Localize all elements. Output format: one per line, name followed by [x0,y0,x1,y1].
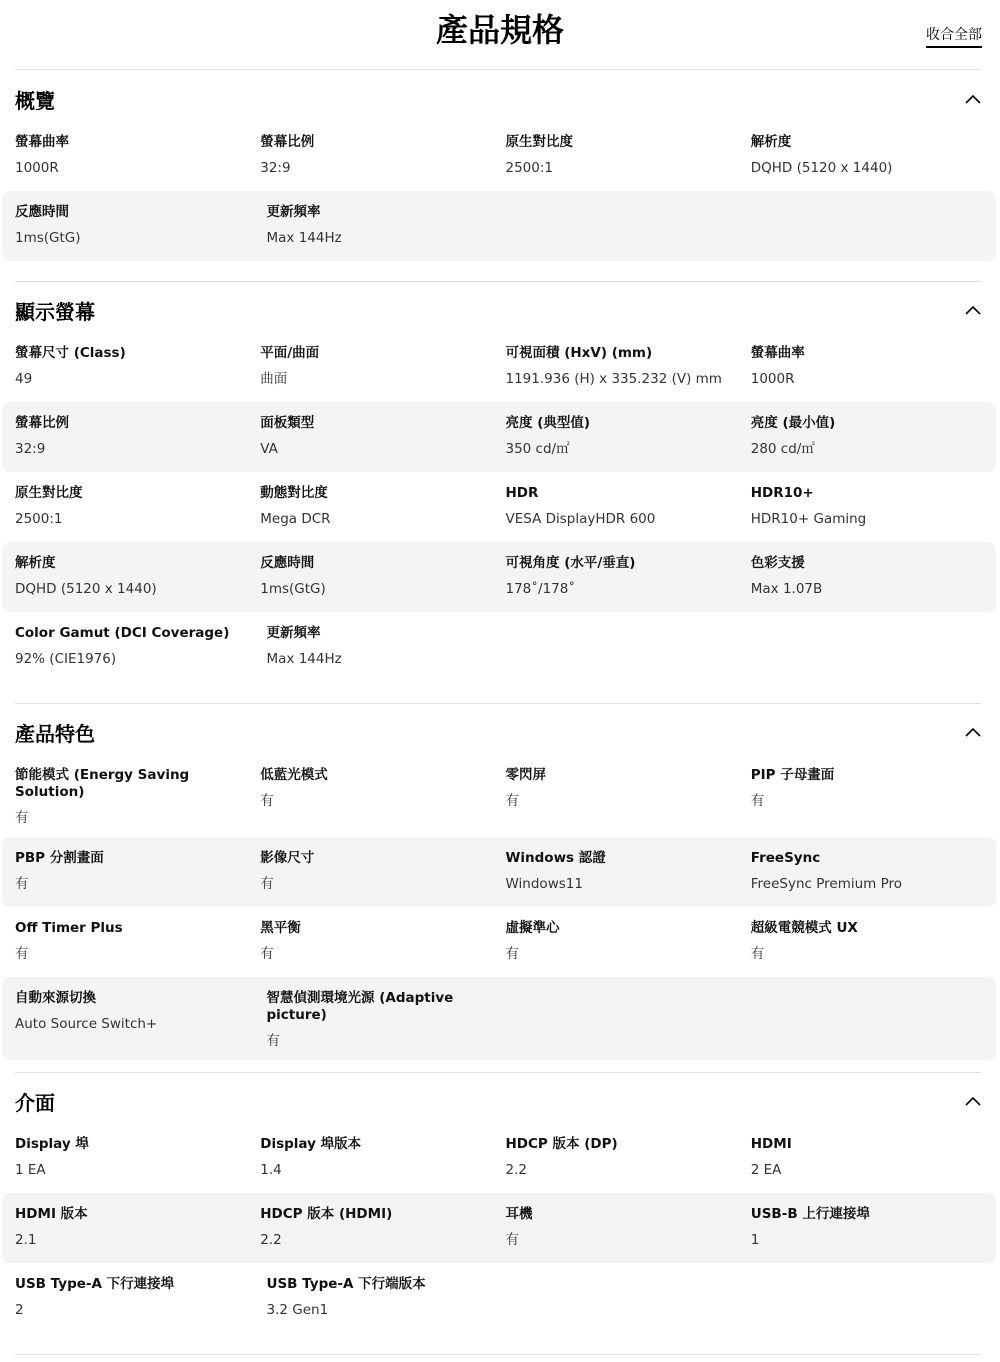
spec-row [2,191,996,261]
spec-label: 節能模式 (Energy Saving Solution) [15,767,190,800]
spec-item-aspect-ratio [260,134,505,181]
spec-label: 原生對比度 [15,485,83,501]
spec-item-usb-a-downstream [15,1276,267,1323]
section-display [0,296,1000,682]
spec-item-curvature [15,134,260,181]
spec-value: 280 cd/㎡ [750,441,815,457]
spec-item-headphone [506,1206,751,1253]
spec-item-displayport-version [260,1136,505,1183]
section-divider [15,703,981,704]
spec-item-hdcp-hdmi [260,1206,505,1253]
spec-item-dynamic-contrast [260,485,505,532]
spec-row [2,907,996,977]
spec-row [2,542,996,612]
section-divider [15,1072,981,1073]
spec-value: Max 144Hz [266,230,342,246]
spec-value: 2 [15,1302,24,1318]
chevron-up-icon[interactable] [965,1095,981,1107]
spec-item-viewing-angle [506,555,751,602]
spec-label: 零閃屏 [505,767,546,783]
section-divider [15,281,981,282]
spec-label: 自動來源切換 [15,990,96,1006]
spec-item-brightness-typical [506,415,751,462]
spec-label: 螢幕曲率 [750,345,805,361]
spec-value: Max 1.07B [750,581,823,597]
spec-value: 92% (CIE1976) [15,651,117,667]
spec-value: 有 [266,1033,280,1049]
spec-label: HDR10+ [750,485,814,501]
spec-item-screen-size [15,345,260,392]
spec-item-pip [751,767,996,827]
spec-value: 49 [15,371,33,387]
spec-item-contrast [506,134,751,181]
spec-value: 1.4 [260,1162,282,1178]
spec-value: Max 144Hz [266,651,342,667]
spec-item-aspect-ratio [15,415,260,462]
spec-value: 1191.936 (H) x 335.232 (V) mm [505,371,722,387]
chevron-up-icon[interactable] [965,726,981,738]
spec-label: 動態對比度 [260,485,328,501]
spec-item-freesync [751,850,996,897]
spec-label: Display 埠版本 [260,1136,362,1152]
section-title: 產品特色 [15,722,95,746]
spec-row [2,1123,996,1193]
spec-value: 2500:1 [15,511,63,527]
spec-label: 反應時間 [260,555,315,571]
spec-value: 32:9 [15,441,46,457]
spec-label: HDMI 版本 [15,1206,88,1222]
spec-item-black-equalizer [260,920,505,967]
top-divider [15,69,981,70]
spec-item-resolution [15,555,260,602]
spec-label: 更新頻率 [266,625,321,641]
spec-value: 2 EA [750,1162,782,1178]
spec-value: 178˚/178˚ [505,581,576,597]
spec-value: 有 [15,946,29,962]
spec-row [2,612,996,682]
spec-item-virtual-aim [506,920,751,967]
spec-label: Off Timer Plus [15,920,123,936]
section-title: 概覽 [15,89,55,113]
spec-label: USB Type-A 下行連接埠 [15,1276,175,1292]
spec-item-pbp [15,850,260,897]
spec-value: FreeSync Premium Pro [750,876,903,892]
spec-label: 虛擬準心 [505,920,560,936]
spec-item-hdmi [751,1136,996,1183]
section-header-display[interactable] [15,296,981,328]
spec-item-color-support [751,555,996,602]
spec-label: 亮度 (最小值) [750,415,836,431]
spec-value: 350 cd/㎡ [505,441,570,457]
spec-value: 有 [505,793,519,809]
spec-value: 有 [15,876,29,892]
spec-item-curvature [751,345,996,392]
spec-value: 2.2 [505,1162,527,1178]
spec-label: USB Type-A 下行端版本 [266,1276,426,1292]
spec-row [2,332,996,402]
spec-value: 曲面 [260,371,288,387]
section-header-features[interactable] [15,718,981,750]
spec-row [2,837,996,907]
spec-row [2,754,996,837]
spec-label: HDR [505,485,539,501]
spec-value: 有 [505,1232,519,1248]
spec-item-response-time [15,204,267,251]
section-header-overview[interactable] [15,85,981,117]
spec-label: 可視角度 (水平/垂直) [505,555,636,571]
spec-value: 32:9 [260,160,291,176]
spec-item-windows-cert [506,850,751,897]
spec-label: 螢幕比例 [260,134,315,150]
spec-label: 超級電競模式 UX [750,920,858,936]
spec-item-flicker-free [506,767,751,827]
spec-item-color-gamut [15,625,267,672]
spec-value: 有 [260,876,274,892]
spec-value: 1ms(GtG) [260,581,326,597]
spec-value: 1000R [15,160,59,176]
spec-item-hdcp-dp [506,1136,751,1183]
spec-row [2,121,996,191]
spec-label: 低藍光模式 [260,767,328,783]
spec-item-refresh-rate [267,625,519,672]
spec-label: 影像尺寸 [260,850,315,866]
spec-label: HDCP 版本 (DP) [505,1136,618,1152]
spec-label: 反應時間 [15,204,69,220]
spec-value: VA [260,441,278,457]
section-features [0,718,1000,1060]
spec-value: 有 [505,946,519,962]
spec-value: 有 [750,793,765,809]
spec-value: 2.1 [15,1232,37,1248]
collapse-all-link[interactable]: 收合全部 [926,26,982,48]
spec-item-hdr10-plus [751,485,996,532]
spec-label: PIP 子母畫面 [750,767,835,783]
section-divider [15,1354,981,1355]
spec-label: HDCP 版本 (HDMI) [260,1206,393,1222]
spec-item-resolution [751,134,996,181]
spec-label: Color Gamut (DCI Coverage) [15,625,230,641]
spec-label: 亮度 (典型值) [505,415,591,431]
spec-label: Windows 認證 [505,850,606,866]
spec-label: 更新頻率 [266,204,321,220]
spec-value: 有 [260,793,274,809]
section-title: 介面 [15,1091,55,1115]
spec-row [2,402,996,472]
spec-value: 1ms(GtG) [15,230,81,246]
spec-label: Display 埠 [15,1136,89,1152]
spec-value: 有 [15,810,29,826]
spec-item-contrast [15,485,260,532]
spec-item-ultrawide-game-ux [751,920,996,967]
spec-value: DQHD (5120 x 1440) [750,160,893,176]
spec-label: 面板類型 [260,415,315,431]
spec-value: HDR10+ Gaming [750,511,867,527]
spec-row [2,977,996,1060]
section-overview [0,85,1000,261]
spec-value: 1 EA [15,1162,46,1178]
spec-item-image-size [260,850,505,897]
spec-value: Mega DCR [260,511,331,527]
page-title: 產品規格 [435,11,564,49]
spec-item-flat-curved [260,345,505,392]
section-title: 顯示螢幕 [15,300,95,324]
spec-item-refresh-rate [267,204,519,251]
spec-item-energy-saving [15,767,260,827]
spec-label: 解析度 [15,555,56,571]
spec-item-usb-b-upstream [751,1206,996,1253]
spec-label: 原生對比度 [505,134,573,150]
spec-row [2,1263,996,1333]
spec-item-displayport [15,1136,260,1183]
spec-item-usb-a-version [267,1276,519,1323]
spec-item-brightness-min [751,415,996,462]
section-header-interface[interactable] [15,1087,981,1119]
spec-row [2,1193,996,1263]
spec-item-response-time [260,555,505,602]
spec-label: 黑平衡 [260,920,301,936]
spec-value: 2500:1 [505,160,553,176]
spec-value: 2.2 [260,1232,282,1248]
spec-label: 螢幕尺寸 (Class) [15,345,126,361]
spec-label: USB-B 上行連接埠 [750,1206,870,1222]
spec-label: FreeSync [750,850,821,866]
spec-label: 螢幕比例 [15,415,69,431]
spec-label: 智慧偵測環境光源 (Adaptive picture) [266,990,454,1023]
spec-value: 3.2 Gen1 [266,1302,329,1318]
spec-label: 平面/曲面 [260,345,320,361]
spec-value: Auto Source Switch+ [15,1016,158,1032]
chevron-up-icon[interactable] [965,304,981,316]
spec-value: 1000R [750,371,795,387]
spec-item-panel-type [260,415,505,462]
spec-value: 1 [750,1232,760,1248]
spec-label: 可視面積 (HxV) (mm) [505,345,653,361]
spec-label: 解析度 [750,134,792,150]
spec-item-auto-source [15,990,267,1050]
spec-label: HDMI [750,1136,792,1152]
section-interface [0,1087,1000,1333]
spec-item-active-area [506,345,751,392]
chevron-up-icon[interactable] [965,93,981,105]
spec-label: 螢幕曲率 [15,134,69,150]
spec-value: Windows11 [505,876,583,892]
spec-value: 有 [750,946,765,962]
spec-row [2,472,996,542]
spec-label: 耳機 [505,1206,533,1222]
spec-label: PBP 分割畫面 [15,850,104,866]
spec-value: DQHD (5120 x 1440) [15,581,157,597]
spec-label: 色彩支援 [750,555,805,571]
spec-item-off-timer [15,920,260,967]
spec-value: 有 [260,946,274,962]
spec-item-adaptive-picture [267,990,519,1050]
spec-item-eye-saver [260,767,505,827]
spec-item-hdr [506,485,751,532]
spec-value: VESA DisplayHDR 600 [505,511,656,527]
spec-item-hdmi-version [15,1206,260,1253]
